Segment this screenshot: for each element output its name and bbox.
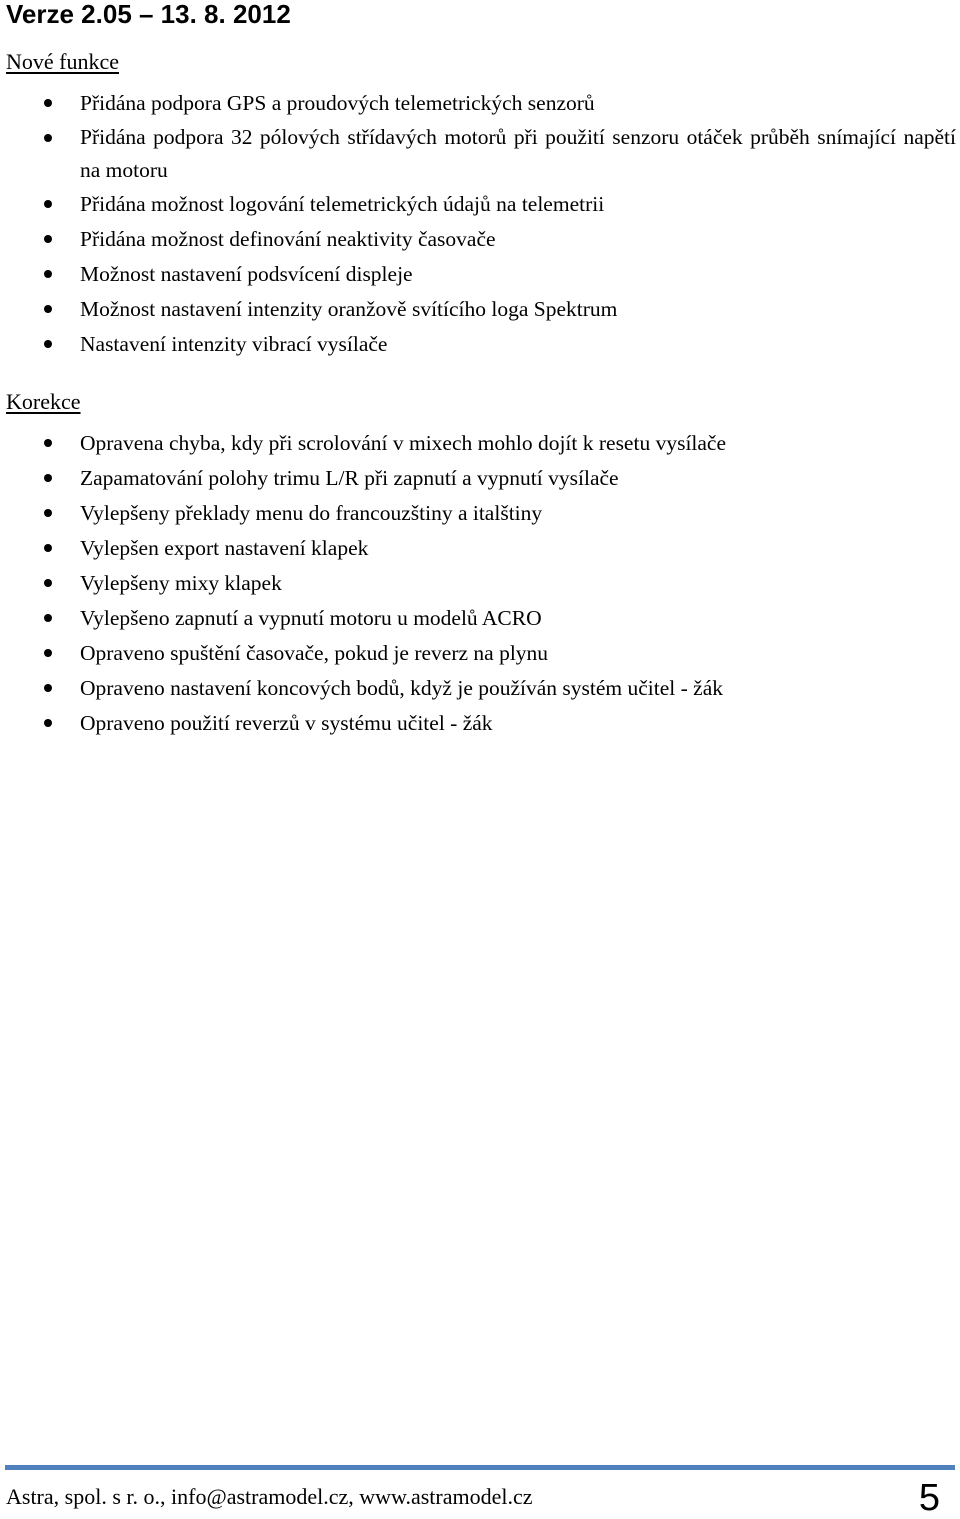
list-item [0, 222, 960, 257]
list-item-text: Nastavení intenzity vibrací vysílače [80, 332, 388, 356]
bullet-icon [44, 579, 52, 587]
list-item-text: Vylepšeny mixy klapek [80, 571, 282, 595]
page-number: 5 [918, 1477, 940, 1519]
list-item-text: Přidána podpora 32 pólových střídavých motorů při použití senzoru otáček průběh snímající napětí na motoru [80, 125, 956, 182]
list-item [0, 257, 960, 292]
bullet-icon [44, 509, 52, 517]
list-item [0, 461, 960, 496]
list-item-text: Opraveno nastavení koncových bodů, když je používán systém učitel - žák [80, 676, 724, 700]
bullet-icon [44, 544, 52, 552]
bullet-icon [44, 649, 52, 657]
list-item-text: Přidána možnost definování neaktivity časovače [80, 227, 496, 251]
list-item [0, 327, 960, 362]
bullet-icon [44, 200, 52, 208]
bullet-icon [44, 614, 52, 622]
list-item [0, 531, 960, 566]
footer-divider [5, 1465, 955, 1470]
list-item-text: Opravena chyba, kdy při scrolování v mixech mohlo dojít k resetu vysílače [80, 431, 727, 455]
bullet-icon [44, 235, 52, 243]
section-heading-new-features: Nové funkce [6, 49, 120, 74]
list-item [0, 426, 960, 461]
document-title: Verze 2.05 – 13. 8. 2012 [6, 0, 291, 29]
list-item-text: Možnost nastavení intenzity oranžově svítícího loga Spektrum [80, 297, 618, 321]
list-item-text: Přidána možnost logování telemetrických údajů na telemetrii [80, 192, 605, 216]
new-features-list [0, 86, 960, 362]
list-item [0, 187, 960, 222]
list-item [0, 292, 960, 327]
list-item-text: Vylepšen export nastavení klapek [80, 536, 369, 560]
list-item [0, 636, 960, 671]
corrections-list [0, 426, 960, 741]
list-item [0, 496, 960, 531]
list-item [0, 671, 960, 706]
bullet-icon [44, 719, 52, 727]
list-item-text: Přidána podpora GPS a proudových telemetrických senzorů [80, 91, 595, 115]
footer-contact-text: Astra, spol. s r. o., info@astramodel.cz, www.astramodel.cz [6, 1484, 533, 1509]
section-heading-corrections: Korekce [6, 389, 81, 414]
list-item-text: Opraveno použití reverzů v systému učitel - žák [80, 711, 493, 735]
list-item [0, 566, 960, 601]
list-item [0, 706, 960, 741]
bullet-icon [44, 305, 52, 313]
bullet-icon [44, 684, 52, 692]
bullet-icon [44, 270, 52, 278]
list-item-text: Vylepšeny překlady menu do francouzštiny a italštiny [80, 501, 543, 525]
bullet-icon [44, 439, 52, 447]
list-item-text: Zapamatování polohy trimu L/R při zapnutí a vypnutí vysílače [80, 466, 619, 490]
bullet-icon [44, 99, 52, 107]
list-item [0, 121, 960, 187]
bullet-icon [44, 134, 52, 142]
list-item-text: Vylepšeno zapnutí a vypnutí motoru u modelů ACRO [80, 606, 542, 630]
list-item-text: Možnost nastavení podsvícení displeje [80, 262, 413, 286]
bullet-icon [44, 340, 52, 348]
list-item [0, 601, 960, 636]
list-item-text: Opraveno spuštění časovače, pokud je reverz na plynu [80, 641, 549, 665]
bullet-icon [44, 474, 52, 482]
list-item [0, 86, 960, 121]
